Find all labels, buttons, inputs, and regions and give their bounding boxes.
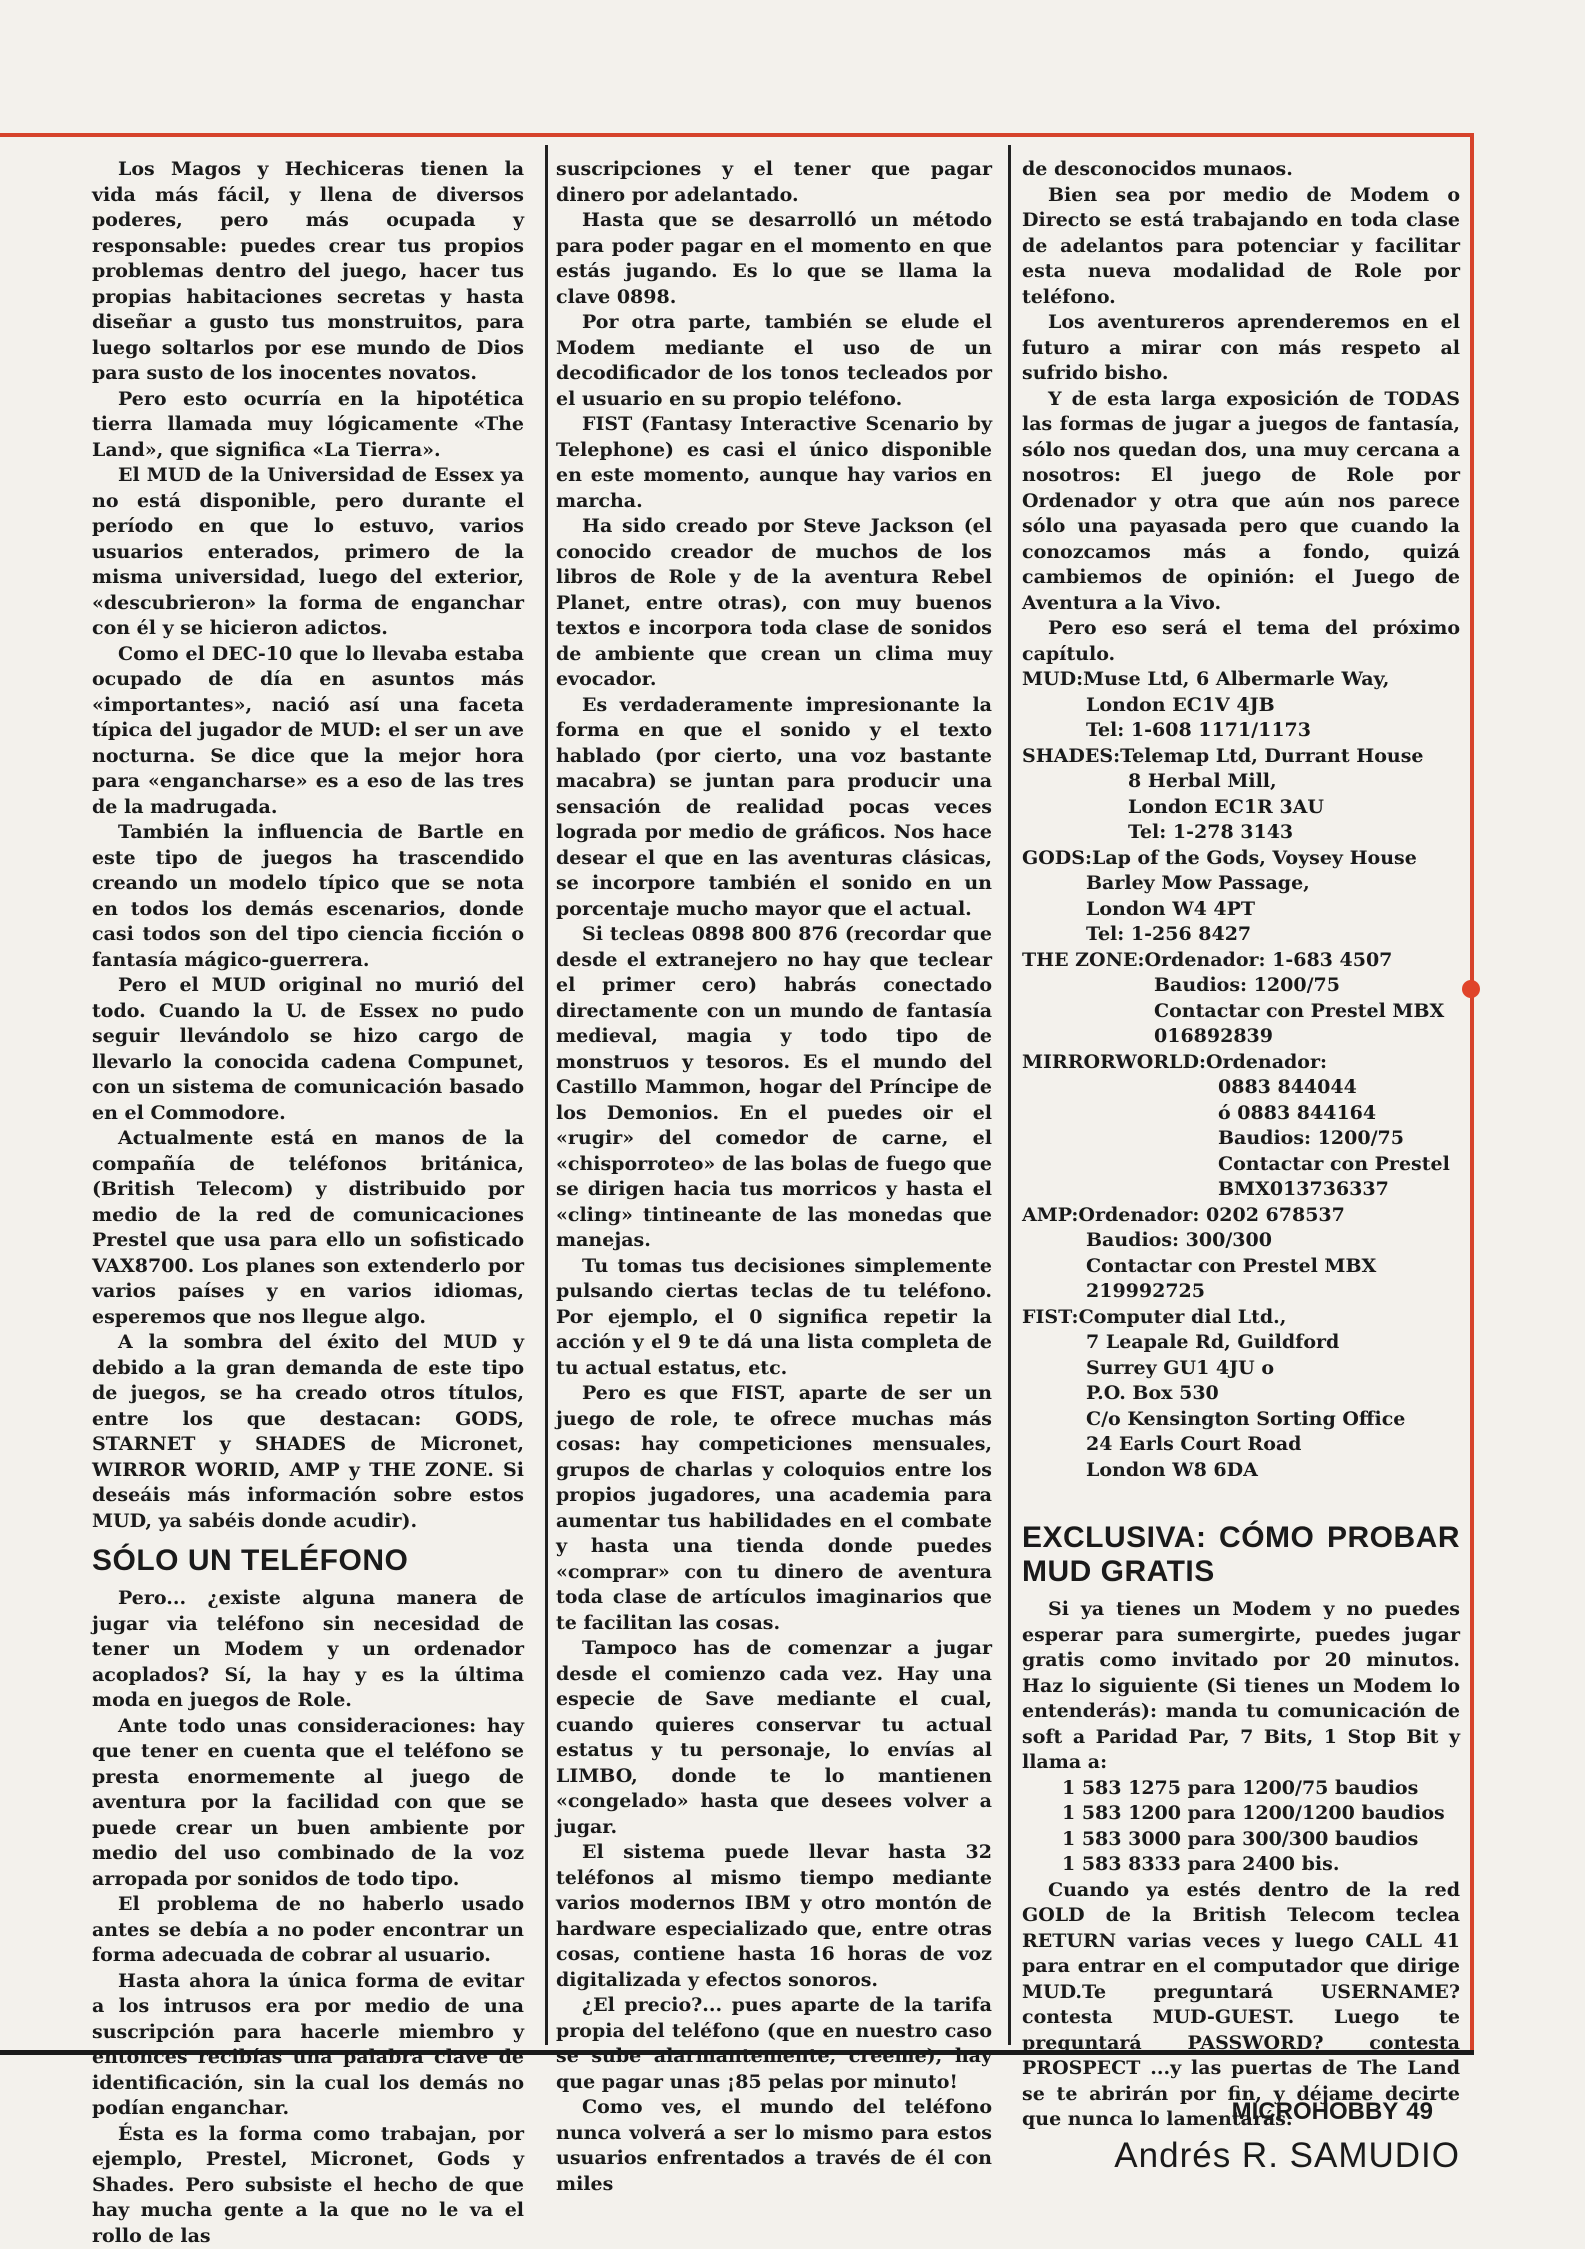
red-dot-marker — [1462, 980, 1480, 998]
paragraph: Tampoco has de comenzar a jugar desde el comienzo cada vez. Hay una especie de Save mediante el cual, cuando quieres conservar tu actual estatus y tu personaje, lo envías al LIMBO, donde te lo mantienen «congelado» hasta que desees volver a jugar. — [556, 1636, 992, 1840]
column-divider — [545, 145, 548, 2045]
column-1 — [92, 157, 524, 2249]
paragraph: FIST (Fantasy Interactive Scenario by Telephone) es casi el único disponible en este momento, aunque hay varios en marcha. — [556, 412, 992, 514]
column-3 — [1022, 157, 1460, 2168]
paragraph: Hasta ahora la única forma de evitar a los intrusos era por medio de una suscripción para hacerle miembro y entonces recibías una palabra clave de identificación, sin la cual los demás no podían enganchar. — [92, 1969, 524, 2122]
paragraph: Cuando ya estés dentro de la red GOLD de la British Telecom teclea RETURN varias veces y luego CALL 41 para entrar en el computador que dirige MUD.Te preguntará USERNAME? contesta MUD-GUEST. Luego te preguntará PASSWORD? contesta PROSPECT ...y las puertas de The Land se te abrirán por fin, y déjame decirte que nunca lo lamentarás. — [1022, 1878, 1460, 2133]
paragraph: Como ves, el mundo del teléfono nunca volverá a ser lo mismo para estos usuarios enfrentados a través de él con miles — [556, 2095, 992, 2197]
page-number: 49 — [1406, 2098, 1433, 2125]
paragraph: Hasta que se desarrolló un método para poder pagar en el momento en que estás jugando. Es lo que se llama la clave 0898. — [556, 208, 992, 310]
magazine-name: MICROHOBBY — [1232, 2098, 1399, 2125]
paragraph: Tu tomas tus decisiones simplemente pulsando ciertas teclas de tu teléfono. Por ejemplo, el 0 significa repetir la acción y el 9 te dá una lista completa de tu actual estatus, etc. — [556, 1254, 992, 1382]
address-amp: AMP:Ordenador: 0202 678537 Baudios: 300/300 Contactar con Prestel MBX 219992725 — [1022, 1203, 1460, 1305]
column-divider — [1008, 145, 1011, 2045]
section-heading: EXCLUSIVA: CÓMO PROBAR MUD GRATIS — [1022, 1521, 1460, 1589]
column-2 — [556, 157, 992, 2197]
paragraph: suscripciones y el tener que pagar dinero por adelantado. — [556, 157, 992, 208]
red-frame-right — [1470, 133, 1474, 2053]
paragraph: También la influencia de Bartle en este tipo de juegos ha trascendido creando un modelo típico que se nota en todos los demás escenarios, donde casi todos son del tipo ciencia ficción o fantasía mágico-guerrera. — [92, 820, 524, 973]
paragraph: Si ya tienes un Modem y no puedes esperar para sumergirte, puedes jugar gratis como invitado por 20 minutos. Haz lo siguiente (Si tienes un Modem lo entenderás): manda tu comunicación de soft a Paridad Par, 7 Bits, 1 Stop Bit y llama a: — [1022, 1597, 1460, 1776]
paragraph: de desconocidos munaos. — [1022, 157, 1460, 183]
paragraph: A la sombra del éxito del MUD y debido a la gran demanda de este tipo de juegos, se ha creado otros títulos, entre los que destacan: GODS, STARNET y SHADES de Micronet, WIRROR WORID, AMP y THE ZONE. Si deseáis más información sobre estos MUD, ya sabéis donde acudir). — [92, 1330, 524, 1534]
author-signature: Andrés R. SAMUDIO — [1022, 2143, 1460, 2169]
address-fist: FIST:Computer dial Ltd., 7 Leapale Rd, Guildford Surrey GU1 4JU o P.O. Box 530 C/o Kensington Sorting Office 24 Earls Court Road London W8 6DA — [1022, 1305, 1460, 1484]
paragraph: Por otra parte, también se elude el Modem mediante el uso de un decodificador de los tonos tecleados por el usuario en su propio teléfono. — [556, 310, 992, 412]
paragraph: Si tecleas 0898 800 876 (recordar que desde el extranejero no hay que teclear el primer cero) habrás conectado directamente con un mundo de fantasía medieval, magia y todo tipo de monstruos y tesoros. Es el mundo del Castillo Mammon, hogar del Príncipe de los Demonios. En el puedes oir el «rugir» del comedor de carne, el «chisporroteo» de las bolas de fuego que se dirigen hacia tus morricos y hasta el «cling» tintineante de las monedas que manejas. — [556, 922, 992, 1254]
paragraph: Pero esto ocurría en la hipotética tierra llamada muy lógicamente «The Land», que significa «La Tierra». — [92, 387, 524, 464]
paragraph: Es verdaderamente impresionante la forma en que el sonido y el texto hablado (por cierto, una voz bastante macabra) se juntan para producir una sensación de realidad pocas veces lograda por medio de gráficos. Nos hace desear el que en las aventuras clásicas, se incorpore también el sonido en un porcentaje mucho mayor que el actual. — [556, 693, 992, 923]
paragraph: Como el DEC-10 que lo llevaba estaba ocupado de día en asuntos más «importantes», nació así una faceta típica del jugador de MUD: el ser un ave nocturna. Se dice que la mejor hora para «engancharse» es a eso de las tres de la madrugada. — [92, 642, 524, 821]
paragraph: Bien sea por medio de Modem o Directo se está trabajando en toda clase de adelantos para potenciar y facilitar esta nueva modalidad de Role por teléfono. — [1022, 183, 1460, 311]
paragraph: ¿El precio?... pues aparte de la tarifa propia del teléfono (que en nuestro caso se sube alarmantemente, creeme), hay que pagar unas ¡85 pelas por minuto! — [556, 1993, 992, 2095]
paragraph: Ésta es la forma como trabajan, por ejemplo, Prestel, Micronet, Gods y Shades. Pero subsiste el hecho de que hay mucha gente a la que no le va el rollo de las — [92, 2122, 524, 2249]
paragraph: Pero... ¿existe alguna manera de jugar via teléfono sin necesidad de tener un Modem y un ordenador acoplados? Sí, la hay y es la última moda en juegos de Role. — [92, 1586, 524, 1714]
paragraph: Pero el MUD original no murió del todo. Cuando la U. de Essex no pudo seguir llevándolo se hizo cargo de llevarlo la conocida cadena Compunet, con un sistema de comunicación basado en el Commodore. — [92, 973, 524, 1126]
section-heading: SÓLO UN TELÉFONO — [92, 1544, 524, 1578]
paragraph: Actualmente está en manos de la compañía de teléfonos británica, (British Telecom) y distribuido por medio de la red de comunicaciones Prestel que usa para ello un sofisticado VAX8700. Los planes son extenderlo por varios países y en varios idiomas, esperemos que nos llegue algo. — [92, 1126, 524, 1330]
paragraph: Pero eso será el tema del próximo capítulo. — [1022, 616, 1460, 667]
dial-numbers: 1 583 1275 para 1200/75 baudios 1 583 1200 para 1200/1200 baudios 1 583 3000 para 300/300 baudios 1 583 8333 para 2400 bis. — [1062, 1776, 1460, 1878]
red-frame-top — [0, 133, 1474, 137]
paragraph: El problema de no haberlo usado antes se debía a no poder encontrar un forma adecuada de cobrar al usuario. — [92, 1892, 524, 1969]
paragraph: Ante todo unas consideraciones: hay que tener en cuenta que el teléfono se presta enormemente al juego de aventura por la facilidad con que se puede crear un buen ambiente por medio del uso combinado de la voz arropada por sonidos de todo tipo. — [92, 1714, 524, 1893]
address-mud: MUD:Muse Ltd, 6 Albermarle Way, London EC1V 4JB Tel: 1-608 1171/1173 — [1022, 667, 1460, 744]
address-the-zone: THE ZONE:Ordenador: 1-683 4507 Baudios: 1200/75 Contactar con Prestel MBX 016892839 — [1022, 948, 1460, 1050]
paragraph: El MUD de la Universidad de Essex ya no está disponible, pero durante el período en que lo estuvo, varios usuarios enterados, primero de la misma universidad, luego del exterior, «descubrieron» la forma de enganchar con él y se hicieron adictos. — [92, 463, 524, 642]
paragraph: Pero es que FIST, aparte de ser un juego de role, te ofrece muchas más cosas: hay competiciones mensuales, grupos de charlas y coloquios entre los propios jugadores, una academia para aumentar tus habilidades en el combate y hasta una tienda donde puedes «comprar» con tu dinero de aventura toda clase de artículos imaginarios que te facilitan las cosas. — [556, 1381, 992, 1636]
red-edge-mark — [0, 133, 30, 136]
paragraph: El sistema puede llevar hasta 32 teléfonos al mismo tiempo mediante varios modernos IBM y otro montón de hardware especializado que, entre otras cosas, contiene hasta 16 horas de voz digitalizada y efectos sonoros. — [556, 1840, 992, 1993]
address-shades: SHADES:Telemap Ltd, Durrant House 8 Herbal Mill, London EC1R 3AU Tel: 1-278 3143 — [1022, 744, 1460, 846]
address-gods: GODS:Lap of the Gods, Voysey House Barley Mow Passage, London W4 4PT Tel: 1-256 8427 — [1022, 846, 1460, 948]
address-mirrorworld: MIRRORWORLD:Ordenador: 0883 844044 ó 0883 844164 Baudios: 1200/75 Contactar con Prestel BMX013736337 — [1022, 1050, 1460, 1203]
paragraph: Los Magos y Hechiceras tienen la vida más fácil, y llena de diversos poderes, pero más ocupada y responsable: puedes crear tus propios problemas dentro del juego, hacer tus propias habitaciones secretas y hasta diseñar a gusto tus monstruitos, para luego soltarlos por ese mundo de Dios para susto de los inocentes novatos. — [92, 157, 524, 387]
paragraph: Los aventureros aprenderemos en el futuro a mirar con más respeto al sufrido bisho. — [1022, 310, 1460, 387]
page-footer — [1224, 2098, 1433, 2126]
paragraph: Y de esta larga exposición de TODAS las formas de jugar a juegos de fantasía, sólo nos quedan dos, una muy cercana a nosotros: El juego de Role por Ordenador y otra que aún nos parece sólo una payasada pero que cuando la conozcamos más a fondo, quizá cambiemos de opinión: el Juego de Aventura a la Vivo. — [1022, 387, 1460, 617]
paragraph: Ha sido creado por Steve Jackson (el conocido creador de muchos de los libros de Role y de la aventura Rebel Planet, entre otras), con muy buenos textos e incorpora toda clase de sonidos de ambiente que crean un clima muy evocador. — [556, 514, 992, 693]
